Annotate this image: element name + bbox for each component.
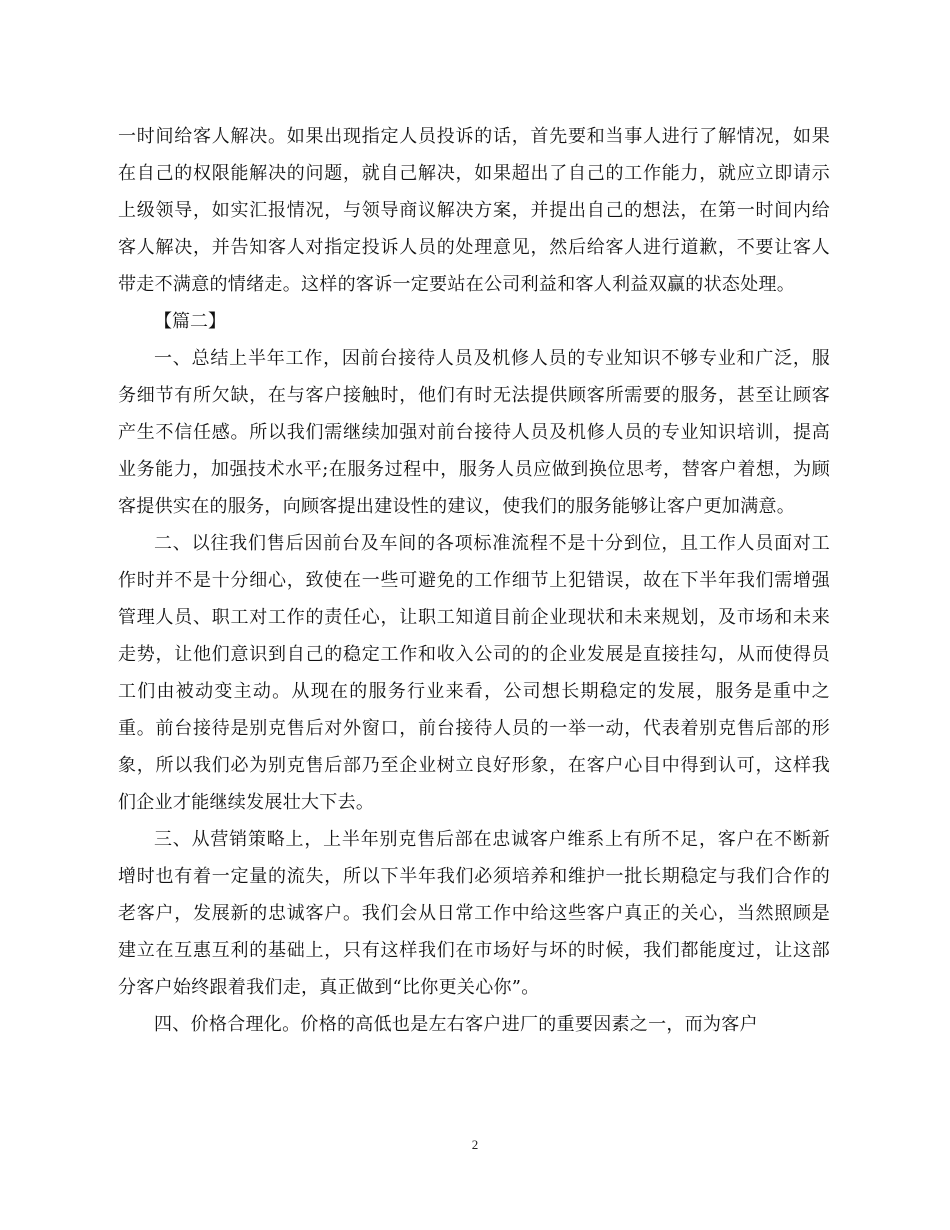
paragraph-continuation: 一时间给客人解决。如果出现指定人员投诉的话，首先要和当事人进行了解情况，如果在自己的权限能解决的问题，就自己解决，如果超出了自己的工作能力，就应立即请示上级领导，如实汇报情况，与领导商议解决方案，并提出自己的想法，在第一时间内给客人解决，并告知客人对指定投诉人员的处理意见，然后给客人进行道歉，不要让客人带走不满意的情绪走。这样的客诉一定要站在公司利益和客人利益双赢的状态处理。 — [118, 126, 830, 295]
paragraph-item-2: 二、以往我们售后因前台及车间的各项标准流程不是十分到位，且工作人员面对工作时并不是十分细心，致使在一些可避免的工作细节上犯错误，故在下半年我们需增强管理人员、职工对工作的责任心，让职工知道目前企业现状和未来规划，及市场和未来走势，让他们意识到自己的稳定工作和收入公司的的企业发展是直接挂勾，从而使得员工们由被动变主动。从现在的服务行业来看，公司想长期稳定的发展，服务是重中之重。前台接待是别克售后对外窗口，前台接待人员的一举一动，代表着别克售后部的形象，所以我们必为别克售后部乃至企业树立良好形象，在客户心目中得到认可，这样我们企业才能继续发展壮大下去。 — [118, 533, 830, 813]
page-number: 2 — [471, 1137, 479, 1152]
paragraph-item-3: 三、从营销策略上，上半年别克售后部在忠诚客户维系上有所不足，客户在不断新增时也有着一定量的流失，所以下半年我们必须培养和维护一批长期稳定与我们合作的老客户，发展新的忠诚客户。我们会从日常工作中给这些客户真正的关心，当然照顾是建立在互惠互利的基础上，只有这样我们在市场好与坏的时候，我们都能度过，让这部分客户始终跟着我们走，真正做到“比你更关心你”。 — [118, 829, 830, 998]
document-body — [118, 118, 830, 1043]
paragraph-item-1: 一、总结上半年工作，因前台接待人员及机修人员的专业知识不够专业和广泛，服务细节有所欠缺，在与客户接触时，他们有时无法提供顾客所需要的服务，甚至让顾客产生不信任感。所以我们需继续加强对前台接待人员及机修人员的专业知识培训，提高业务能力，加强技术水平;在服务过程中，服务人员应做到换位思考，替客户着想，为顾客提供实在的服务，向顾客提出建设性的建议，使我们的服务能够让客户更加满意。 — [118, 348, 830, 517]
paragraph-item-4: 四、价格合理化。价格的高低也是左右客户进厂的重要因素之一，而为客户 — [154, 1014, 758, 1035]
section-heading: 【篇二】 — [154, 311, 226, 332]
